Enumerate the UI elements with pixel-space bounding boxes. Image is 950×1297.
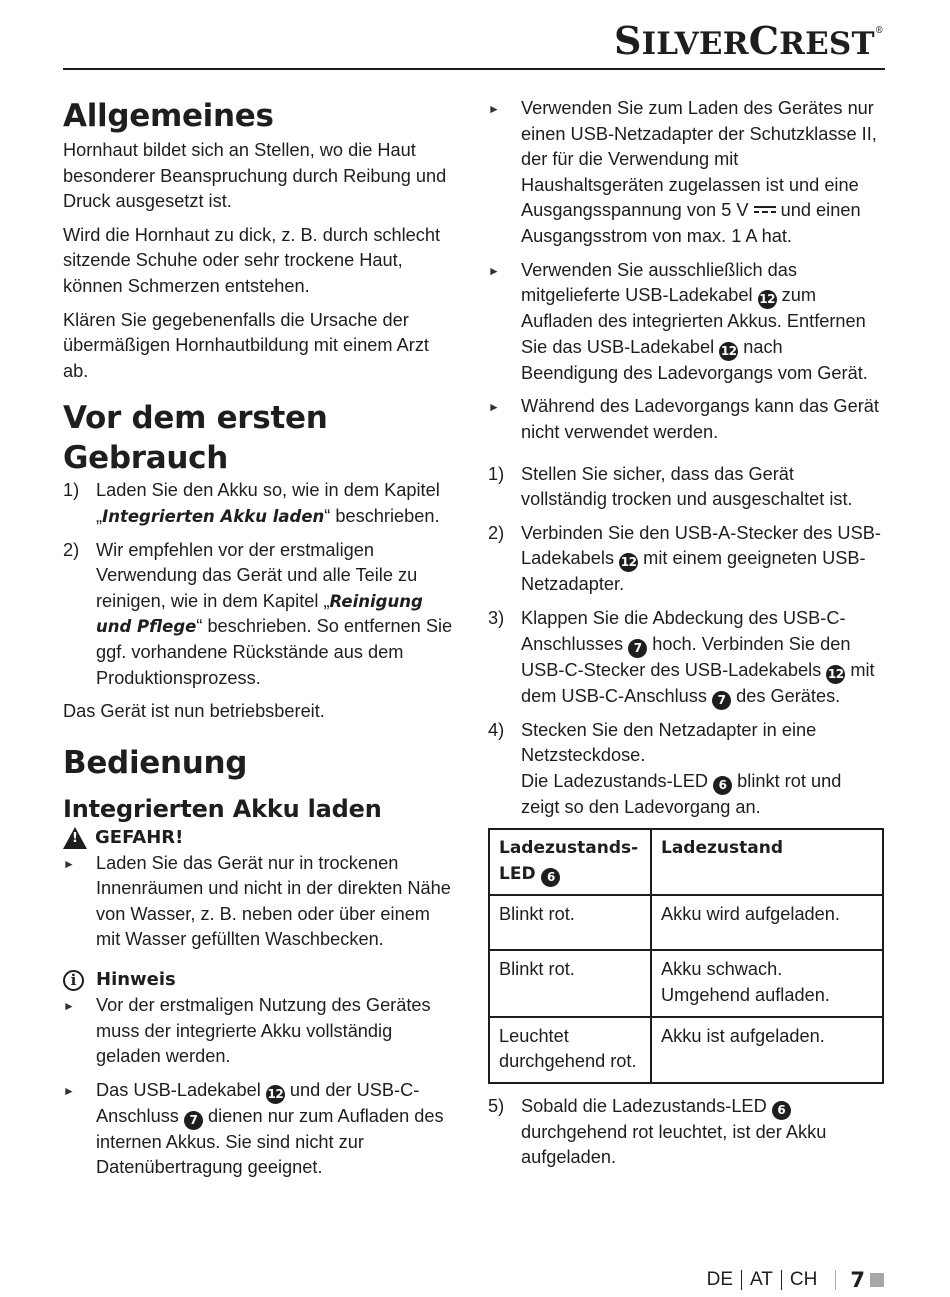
info-icon: i (63, 970, 84, 991)
part-number-badge: 6 (541, 868, 560, 887)
paragraph: Wird die Hornhaut zu dick, z. B. durch schlecht sitzende Schuhe oder sehr trockene Haut, können Schmerzen entstehen. (63, 224, 441, 296)
bullet-arrow-icon: ► (488, 400, 500, 415)
paragraph: Klären Sie gegebenenfalls die Ursache der übermäßigen Hornhautbildung mit einem Arzt ab. (63, 309, 429, 381)
left-column (63, 96, 459, 1189)
part-number-badge: 7 (184, 1111, 203, 1130)
page-number: 7 (850, 1268, 865, 1292)
heading-vor-dem-ersten-gebrauch: Vor dem ersten Gebrauch (63, 400, 328, 477)
bullet-item: ► Das USB-Ladekabel 12 und der USB-C-Anschluss 7 dienen nur zum Aufladen des internen Akkus. Sie sind nicht zur Datenübertragung geeignet. (63, 1078, 459, 1181)
bullet-item: ► Während des Ladevorgangs kann das Gerät nicht verwendet werden. (488, 394, 884, 445)
bullet-arrow-icon: ► (488, 263, 500, 278)
list-item: 3) Klappen Sie die Abdeckung des USB-C-Anschlusses 7 hoch. Verbinden Sie den USB-C-Stecker des USB-Ladekabels 12 mit dem USB-C-Anschluss 7 des Gerätes. (488, 606, 884, 710)
brand-logo: SILVERCREST® (613, 18, 884, 63)
page-footer (707, 1268, 884, 1292)
part-number-badge: 6 (772, 1101, 791, 1120)
right-column (488, 96, 884, 1179)
part-number-badge: 12 (719, 342, 738, 361)
country-code: DE (706, 1269, 734, 1290)
table-row: Blinkt rot. Akku wird aufgeladen. (489, 895, 883, 950)
danger-label: ! GEFAHR! (63, 825, 459, 851)
table-row: Blinkt rot. Akku schwach. Umgehend aufladen. (489, 950, 883, 1016)
list-item: 1) Stellen Sie sicher, dass das Gerät vollständig trocken und ausgeschaltet ist. (488, 463, 853, 510)
list-item: 2) Verbinden Sie den USB-A-Stecker des USB-Ladekabels 12 mit einem geeigneten USB-Netzadapter. (488, 522, 881, 595)
paragraph: Hornhaut bildet sich an Stellen, wo die Haut besonderer Beanspruchung durch Reibung und Druck ausgesetzt ist. (63, 140, 447, 212)
warning-triangle-icon (63, 827, 87, 849)
part-number-badge: 12 (266, 1085, 285, 1104)
bullet-arrow-icon: ► (63, 1083, 75, 1098)
bullet-arrow-icon: ► (63, 856, 75, 871)
part-number-badge: 12 (758, 290, 777, 309)
part-number-badge: 7 (712, 691, 731, 710)
led-status-table (488, 828, 884, 1084)
chapter-reference: Reinigung und Pflege (96, 591, 423, 637)
bullet-arrow-icon: ► (63, 999, 75, 1014)
list-item: 2) Wir empfehlen vor der erstmaligen Verwendung das Gerät und alle Teile zu reinigen, wie in dem Kapitel „Reinigung und Pflege“ beschrieben. So entfernen Sie ggf. vorhandene Rückstände aus dem Produktionsprozess. (63, 539, 453, 688)
dc-voltage-icon (754, 206, 776, 214)
bullet-item: ► Vor der erstmaligen Nutzung des Gerätes muss der integrierte Akku vollständig geladen werden. (63, 993, 459, 1070)
country-code: CH (789, 1269, 818, 1290)
heading-bedienung: Bedienung (63, 744, 248, 781)
table-header-row: Ladezustands-LED 6 Ladezustand (489, 829, 883, 895)
heading-integrierten-akku-laden: Integrierten Akku laden (63, 794, 382, 823)
chapter-reference: Integrierten Akku laden (102, 506, 325, 526)
bullet-item: ► Verwenden Sie ausschließlich das mitgelieferte USB-Ladekabel 12 zum Aufladen des integrierten Akkus. Entfernen Sie das USB-Ladekabel 12 nach Beendigung des Ladevorgangs vom Gerät. (488, 258, 884, 387)
page-marker-square (870, 1273, 884, 1287)
header-rule (63, 68, 885, 70)
list-item: 5) Sobald die Ladezustands-LED 6 durchgehend rot leuchtet, ist der Akku aufgeladen. (488, 1095, 827, 1168)
country-code: AT (750, 1269, 773, 1290)
bullet-item: ► Laden Sie das Gerät nur in trockenen Innenräumen und nicht in der direkten Nähe von Wasser, z. B. neben oder über einem mit Wasser gefüllten Waschbecken. (63, 851, 459, 953)
paragraph: Das Gerät ist nun betriebsbereit. (63, 701, 325, 722)
list-item: 1) Laden Sie den Akku so, wie in dem Kapitel „Integrierten Akku laden“ beschrieben. (63, 480, 440, 526)
part-number-badge: 6 (713, 776, 732, 795)
bullet-arrow-icon: ► (488, 102, 500, 116)
table-row: Leuchtet durchgehend rot. Akku ist aufgeladen. (489, 1017, 883, 1083)
bullet-item: ► Verwenden Sie zum Laden des Gerätes nur einen USB-Netzadapter der Schutzklasse II, der für die Verwendung mit Haushaltsgeräten zugelassen ist und eine Ausgangsspannung von 5 V und einen Ausgangsstrom von max. 1 A hat. (488, 96, 884, 250)
heading-allgemeines: Allgemeines (63, 98, 274, 134)
list-item: 4) Stecken Sie den Netzadapter in eine Netzsteckdose. Die Ladezustands-LED 6 blinkt rot und zeigt so den Ladevorgang an. (488, 719, 842, 817)
note-label: i Hinweis (63, 967, 459, 993)
part-number-badge: 12 (826, 665, 845, 684)
part-number-badge: 12 (619, 553, 638, 572)
part-number-badge: 7 (628, 639, 647, 658)
